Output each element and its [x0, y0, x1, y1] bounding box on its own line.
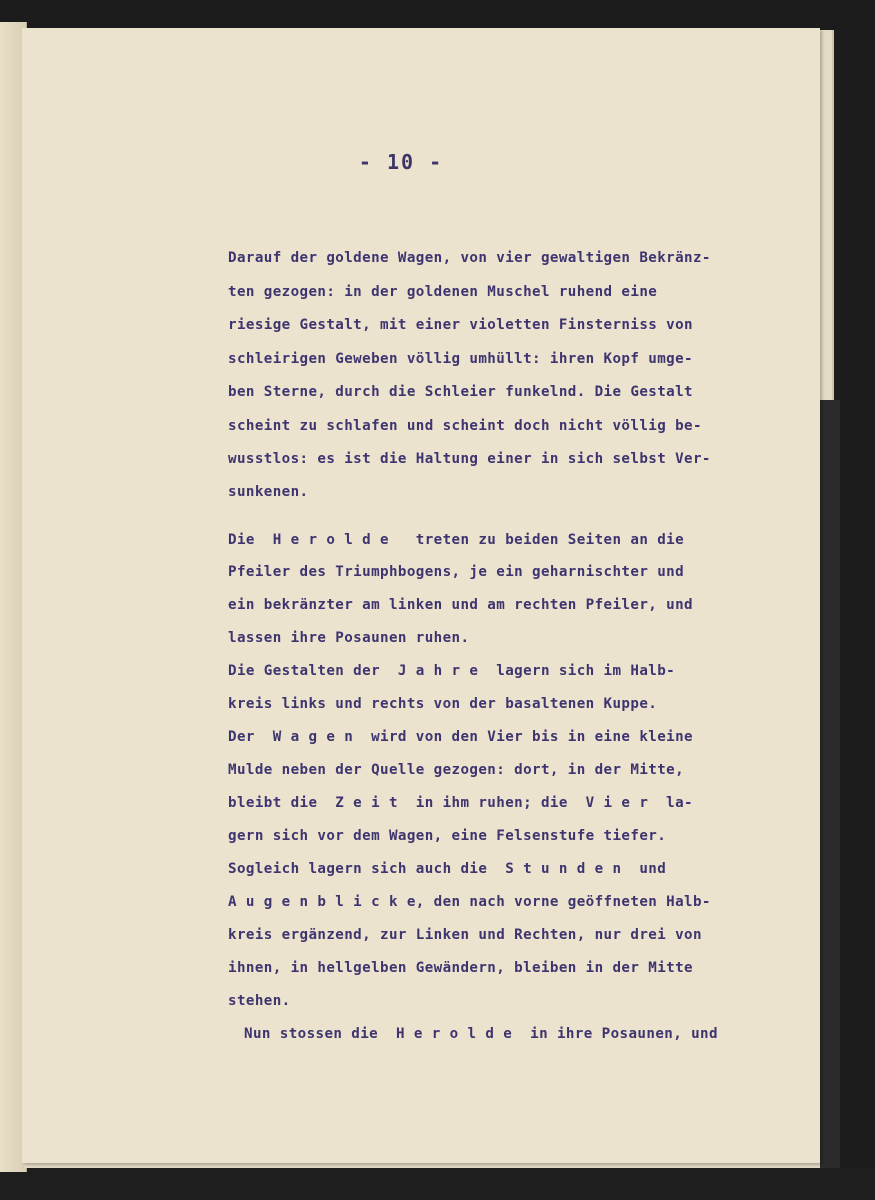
text-line: Die H e r o l d e treten zu beiden Seiten an die	[228, 532, 685, 548]
text-line: lassen ihre Posaunen ruhen.	[228, 630, 470, 646]
text-line: A u g e n b l i c k e, den nach vorne geöffneten Halb-	[228, 894, 711, 910]
page-number: - 10 -	[358, 150, 444, 174]
text-line: Der W a g e n wird von den Vier bis in eine kleine	[228, 729, 693, 745]
text-line: ten gezogen: in der goldenen Muschel ruhend eine	[228, 284, 658, 300]
text-line: gern sich vor dem Wagen, eine Felsenstufe tiefer.	[228, 828, 667, 844]
text-line: Die Gestalten der J a h r e lagern sich im Halb-	[228, 663, 676, 679]
text-line: Mulde neben der Quelle gezogen: dort, in der Mitte,	[228, 762, 685, 778]
text-line: bleibt die Z e i t in ihm ruhen; die V i e r la-	[228, 795, 693, 811]
text-line: kreis links und rechts von der basaltenen Kuppe.	[228, 696, 658, 712]
text-line: Sogleich lagern sich auch die S t u n d e n und	[228, 861, 667, 877]
backdrop	[0, 1168, 875, 1200]
text-line: Darauf der goldene Wagen, von vier gewaltigen Bekränz-	[228, 250, 711, 266]
text-line: ein bekränzter am linken und am rechten Pfeiler, und	[228, 597, 693, 613]
text-line: wusstlos: es ist die Haltung einer in sich selbst Ver-	[228, 451, 711, 467]
text-line: stehen.	[228, 993, 291, 1009]
text-line: Nun stossen die H e r o l d e in ihre Posaunen, und	[244, 1026, 718, 1042]
text-line: ihnen, in hellgelben Gewändern, bleiben in der Mitte	[228, 960, 693, 976]
text-line: kreis ergänzend, zur Linken und Rechten, nur drei von	[228, 927, 702, 943]
text-line: Pfeiler des Triumphbogens, je ein geharnischter und	[228, 564, 685, 580]
text-line: riesige Gestalt, mit einer violetten Finsterniss von	[228, 317, 693, 333]
text-line: sunkenen.	[228, 484, 309, 500]
binding-shadow	[820, 400, 840, 1168]
text-line: ben Sterne, durch die Schleier funkelnd. Die Gestalt	[228, 384, 693, 400]
text-line: schleirigen Geweben völlig umhüllt: ihren Kopf umge-	[228, 351, 693, 367]
document-page	[22, 28, 820, 1163]
text-line: scheint zu schlafen und scheint doch nicht völlig be-	[228, 418, 702, 434]
